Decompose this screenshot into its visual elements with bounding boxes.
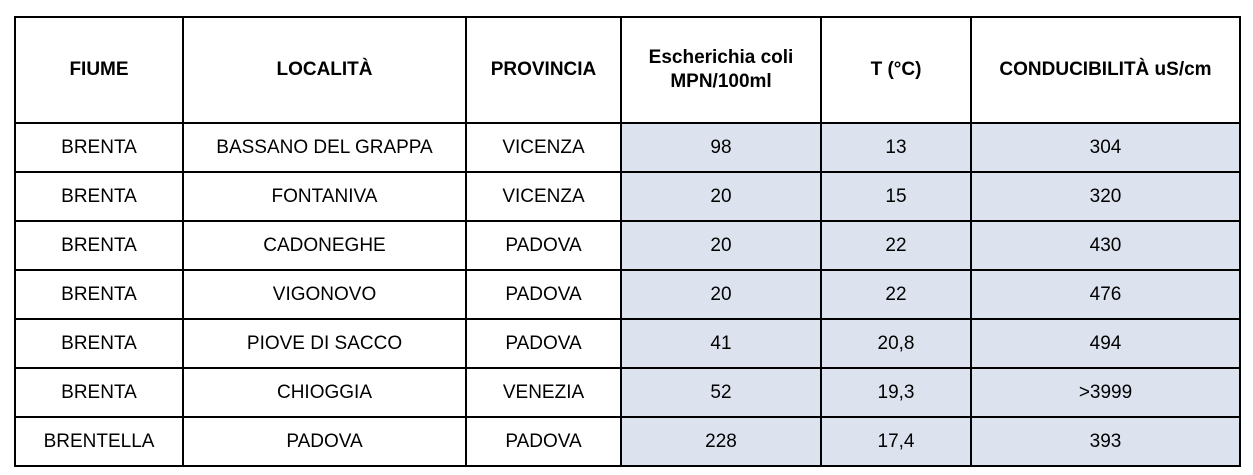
cell-conducibilita: 494 [971,319,1240,368]
cell-temperatura: 17,4 [821,417,971,466]
cell-localita: VIGONOVO [183,270,466,319]
table-row [15,319,1240,368]
cell-escherichia-coli: 41 [621,319,821,368]
column-header-localita [183,17,466,123]
cell-escherichia-coli: 52 [621,368,821,417]
table-header-row [15,17,1240,123]
cell-conducibilita: 393 [971,417,1240,466]
cell-escherichia-coli: 20 [621,221,821,270]
cell-temperatura: 19,3 [821,368,971,417]
table-row [15,221,1240,270]
cell-localita: BASSANO DEL GRAPPA [183,123,466,172]
cell-fiume: BRENTELLA [15,417,183,466]
cell-provincia: VENEZIA [466,368,621,417]
cell-fiume: BRENTA [15,319,183,368]
cell-fiume: BRENTA [15,221,183,270]
cell-temperatura: 13 [821,123,971,172]
table-row [15,123,1240,172]
cell-provincia: PADOVA [466,221,621,270]
water-quality-table [14,16,1241,467]
cell-provincia: PADOVA [466,270,621,319]
cell-escherichia-coli: 228 [621,417,821,466]
column-header-provincia-line-1: PROVINCIA [490,59,597,81]
cell-fiume: BRENTA [15,123,183,172]
table-row [15,172,1240,221]
column-header-escherichia-coli-line-1: Escherichia coli [648,47,794,69]
cell-escherichia-coli: 20 [621,270,821,319]
cell-localita: PIOVE DI SACCO [183,319,466,368]
cell-conducibilita: >3999 [971,368,1240,417]
cell-temperatura: 15 [821,172,971,221]
cell-provincia: VICENZA [466,123,621,172]
cell-temperatura: 22 [821,221,971,270]
column-header-conducibilita [971,17,1240,123]
cell-escherichia-coli: 98 [621,123,821,172]
cell-conducibilita: 476 [971,270,1240,319]
table-row [15,368,1240,417]
column-header-fiume [15,17,183,123]
column-header-conducibilita-line-1: CONDUCIBILITÀ uS/cm [999,59,1212,81]
cell-temperatura: 22 [821,270,971,319]
table-header [15,17,1240,123]
cell-localita: PADOVA [183,417,466,466]
column-header-localita-line-1: LOCALITÀ [276,59,373,81]
cell-conducibilita: 430 [971,221,1240,270]
column-header-provincia [466,17,621,123]
cell-provincia: PADOVA [466,417,621,466]
cell-localita: FONTANIVA [183,172,466,221]
column-header-escherichia-coli-line-2: MPN/100ml [670,71,772,92]
column-header-fiume-line-1: FIUME [69,59,129,81]
cell-localita: CADONEGHE [183,221,466,270]
cell-temperatura: 20,8 [821,319,971,368]
cell-escherichia-coli: 20 [621,172,821,221]
cell-fiume: BRENTA [15,368,183,417]
table-row [15,270,1240,319]
table-row [15,417,1240,466]
cell-localita: CHIOGGIA [183,368,466,417]
cell-provincia: VICENZA [466,172,621,221]
cell-provincia: PADOVA [466,319,621,368]
cell-fiume: BRENTA [15,270,183,319]
column-header-escherichia-coli [621,17,821,123]
column-header-temperatura-line-1: T (°C) [870,59,922,81]
cell-conducibilita: 320 [971,172,1240,221]
table-body [15,123,1240,466]
column-header-temperatura [821,17,971,123]
cell-conducibilita: 304 [971,123,1240,172]
cell-fiume: BRENTA [15,172,183,221]
